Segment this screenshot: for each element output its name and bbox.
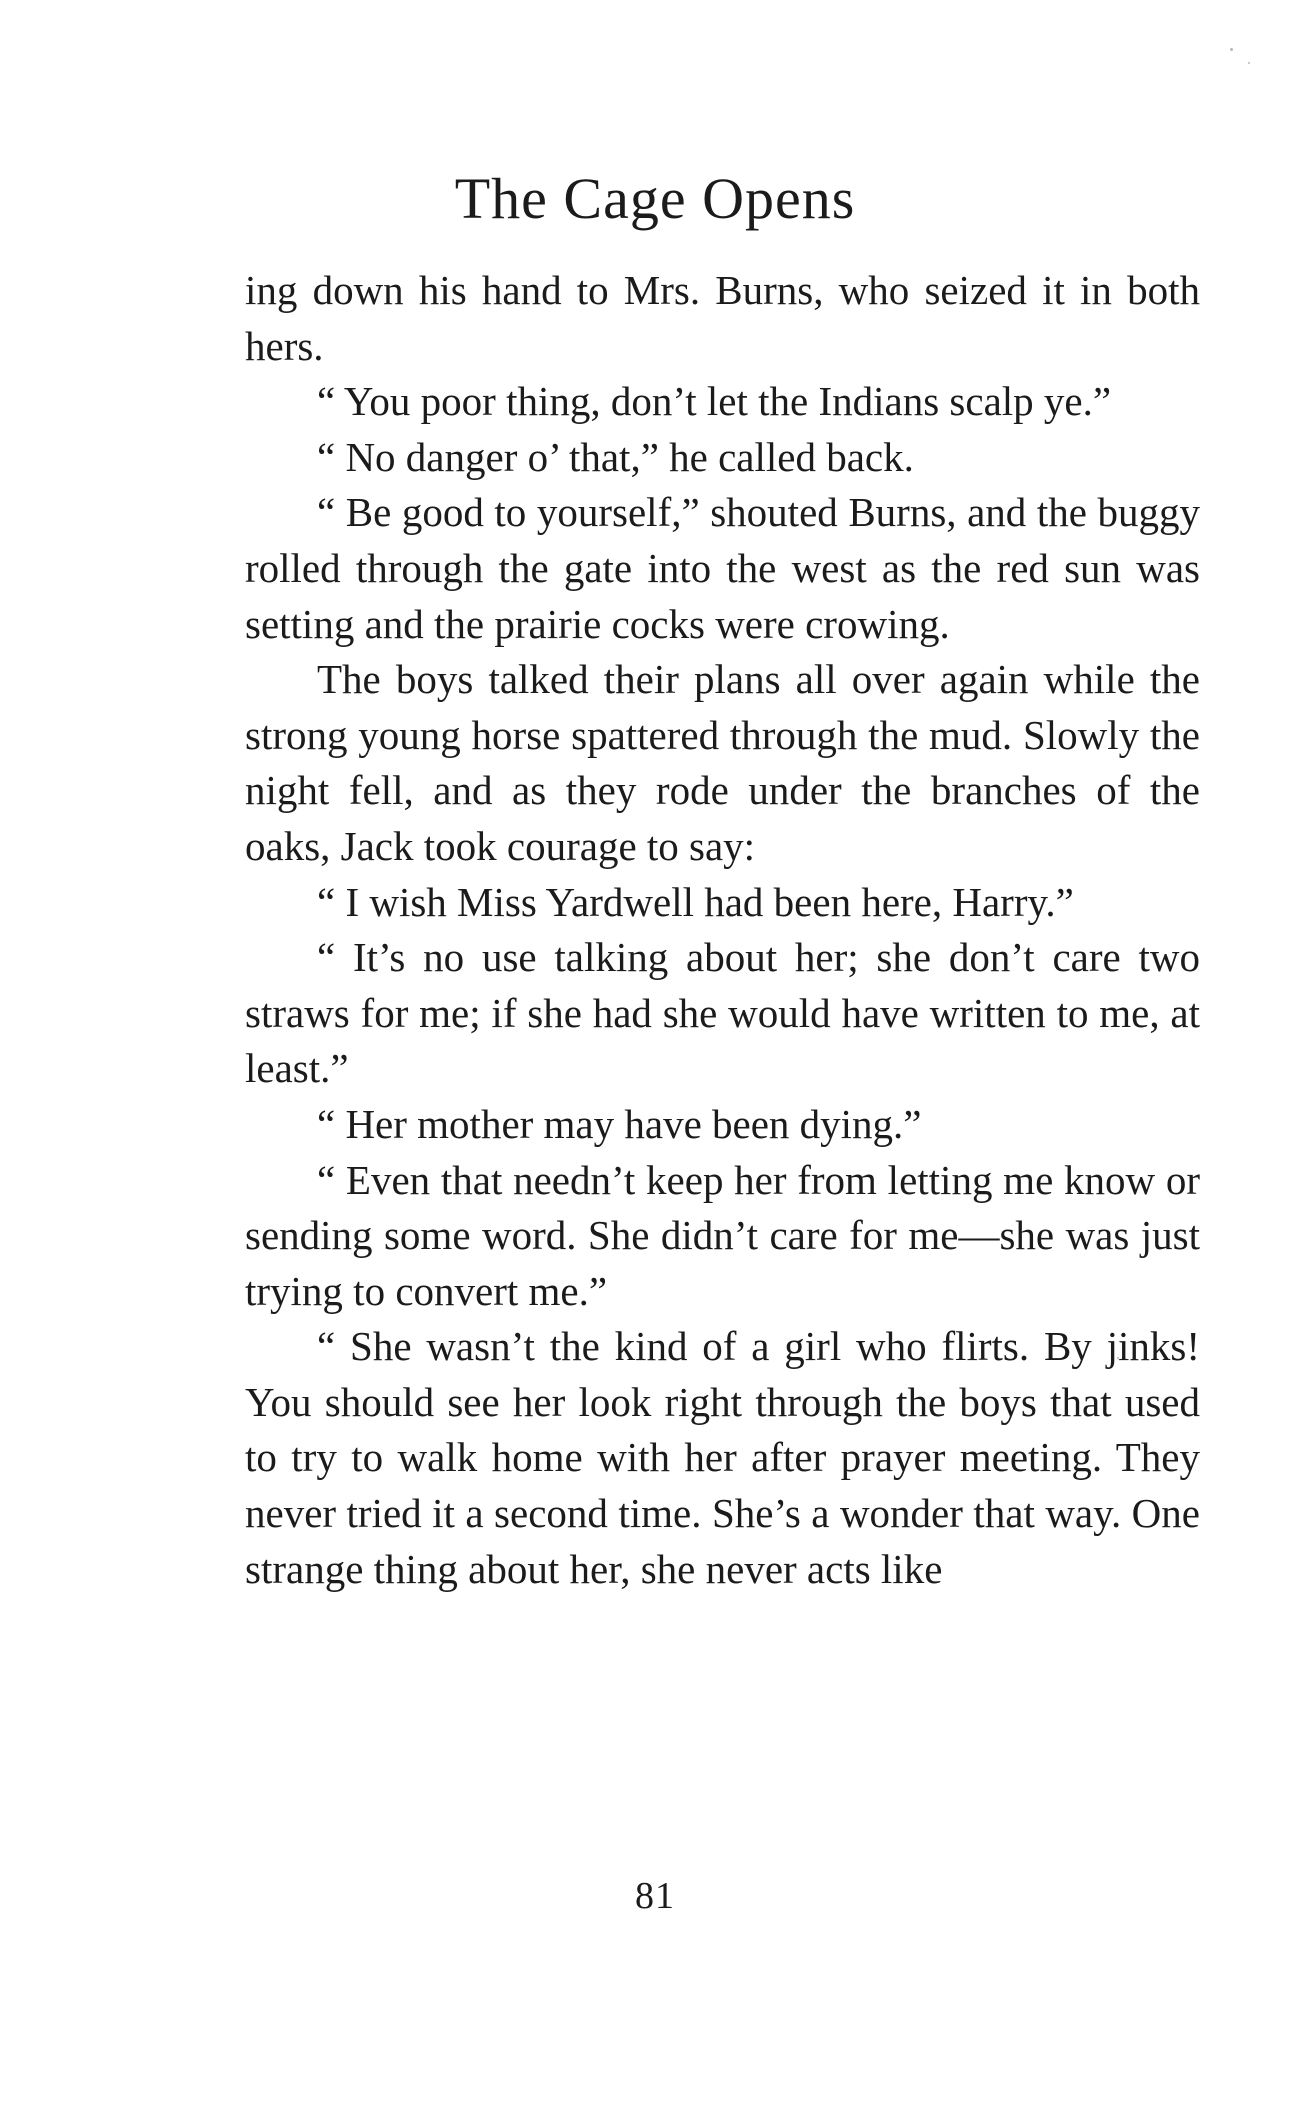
paragraph: The boys talked their plans all over again while the strong young horse spattered through the mud. Slowly the night fell, and as they rode under the branches of the oaks, Jack took courage to say: xyxy=(245,656,1200,869)
paper-speck xyxy=(1248,62,1250,64)
page-number: 81 xyxy=(635,1875,675,1917)
paper-speck xyxy=(1230,48,1233,51)
paragraph: “ Her mother may have been dying.” xyxy=(317,1100,922,1147)
paragraph: ing down his hand to Mrs. Burns, who seized it in both hers. xyxy=(245,267,1200,369)
paragraph: “ It’s no use talking about her; she don’t care two straws for me; if she had she would have written to me, at least.” xyxy=(245,934,1200,1092)
body-text xyxy=(245,263,1200,1597)
paragraph: “ Even that needn’t keep her from letting me know or sending some word. She didn’t care for me—she was just trying to convert me.” xyxy=(245,1156,1200,1314)
paragraph: “ You poor thing, don’t let the Indians scalp ye.” xyxy=(317,378,1112,425)
paragraph: “ Be good to yourself,” shouted Burns, and the buggy rolled through the gate into the west as the red sun was setting and the prairie cocks were crowing. xyxy=(245,489,1200,647)
paragraph: “ No danger o’ that,” he called back. xyxy=(317,433,914,480)
paragraph: “ She wasn’t the kind of a girl who flirts. By jinks! You should see her look right through the boys that used to try to walk home with her after prayer meeting. They never tried it a second time. She’s a wonder that way. One strange thing about her, she never acts like xyxy=(245,1323,1200,1592)
paragraph: “ I wish Miss Yardwell had been here, Harry.” xyxy=(317,878,1074,925)
running-title: The Cage Opens xyxy=(454,166,856,231)
